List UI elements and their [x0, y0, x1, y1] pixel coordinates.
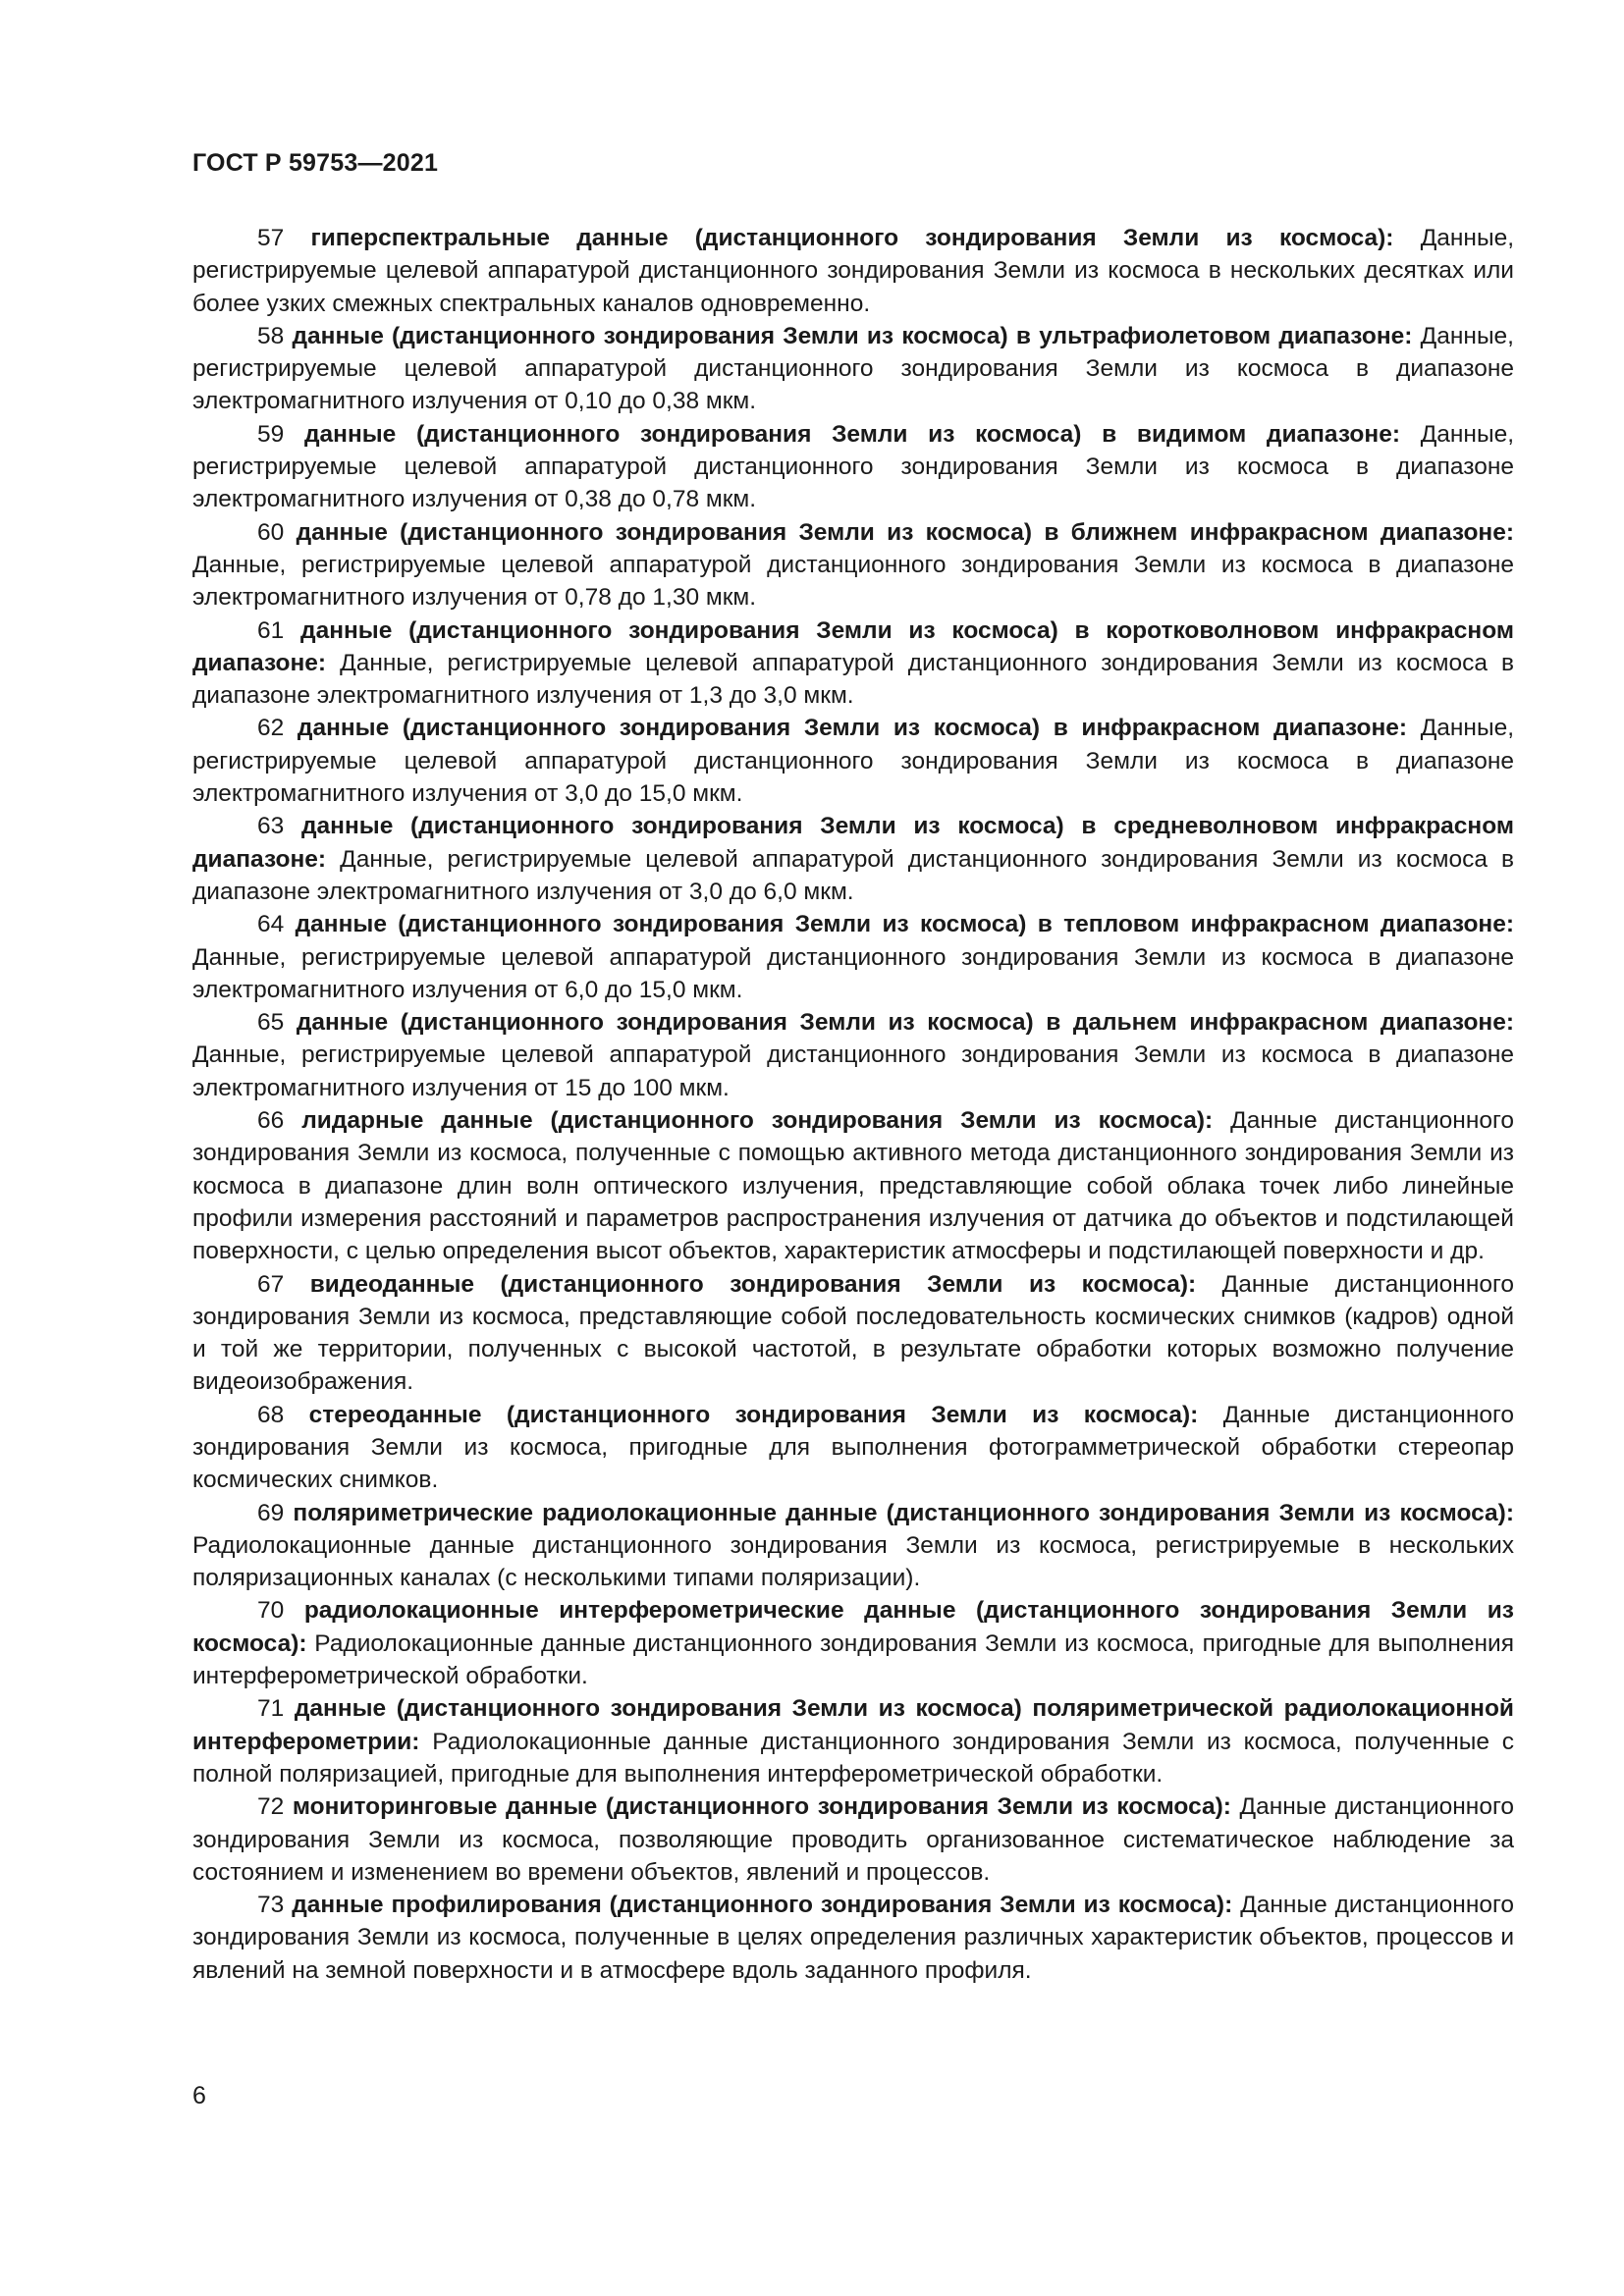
term-entry-58 — [192, 320, 1514, 418]
term-definition: Данные, регистрируемые целевой аппаратурой дистанционного зондирования Земли из космоса в диапазоне электромагнитного излучения от 0,10 до 0,38 мкм. — [192, 322, 1514, 415]
term-name: данные (дистанционного зондирования Земли из космоса) в видимом диапазоне: — [303, 420, 1400, 448]
term-number: 67 — [257, 1270, 285, 1298]
term-entry-59 — [192, 418, 1514, 516]
term-name: стереоданные (дистанционного зондирования Земли из космоса): — [308, 1401, 1199, 1428]
term-name: данные (дистанционного зондирования Земли из космоса) в средневолновом инфракрасном диапазоне: — [192, 813, 1514, 873]
term-name: данные (дистанционного зондирования Земли из космоса) в коротковолновом инфракрасном диапазоне: — [192, 616, 1514, 676]
term-entry-62 — [192, 712, 1514, 810]
term-number: 62 — [257, 715, 285, 742]
term-name: данные (дистанционного зондирования Земли из космоса) в ближнем инфракрасном диапазоне: — [296, 518, 1515, 546]
term-entry-66 — [192, 1104, 1514, 1267]
term-name: гиперспектральные данные (дистанционного зондирования Земли из космоса): — [310, 225, 1394, 251]
term-definition: Данные дистанционного зондирования Земли из космоса, позволяющие проводить организованное систематическое наблюдение за состоянием и изменением во времени объектов, явлений и процессов. — [192, 1793, 1514, 1886]
term-number: 73 — [257, 1892, 285, 1919]
term-name: лидарные данные (дистанционного зондирования Земли из космоса): — [301, 1107, 1214, 1135]
term-number: 72 — [257, 1793, 285, 1821]
term-entry-67 — [192, 1268, 1514, 1399]
term-definition: Данные, регистрируемые целевой аппаратурой дистанционного зондирования Земли из космоса в диапазоне электромагнитного излучения от 0,78 до 1,30 мкм. — [192, 551, 1514, 612]
term-definition: Радиолокационные данные дистанционного зондирования Земли из космоса, полученные с полной поляризацией, пригодные для выполнения интерферометрической обработки. — [192, 1728, 1514, 1788]
term-name: радиолокационные интерферометрические данные (дистанционного зондирования Земли из космоса): — [192, 1597, 1514, 1657]
term-entry-73 — [192, 1889, 1514, 1987]
term-number: 57 — [257, 225, 285, 251]
term-entry-69 — [192, 1497, 1514, 1595]
term-entry-70 — [192, 1594, 1514, 1692]
term-entry-60 — [192, 516, 1514, 614]
term-number: 69 — [257, 1499, 285, 1526]
term-definition: Данные, регистрируемые целевой аппаратурой дистанционного зондирования Земли из космоса в диапазоне электромагнитного излучения от 1,3 до 3,0 мкм. — [192, 649, 1515, 710]
term-entry-65 — [192, 1006, 1514, 1104]
term-name: мониторинговые данные (дистанционного зондирования Земли из космоса): — [292, 1793, 1231, 1821]
term-definition: Данные, регистрируемые целевой аппаратурой дистанционного зондирования Земли из космоса в диапазоне электромагнитного излучения от 0,38 до 0,78 мкм. — [192, 420, 1515, 513]
term-definition: Радиолокационные данные дистанционного зондирования Земли из космоса, регистрируемые в нескольких поляризационных каналах (с несколькими типами поляризации). — [192, 1531, 1514, 1592]
term-entry-63 — [192, 810, 1514, 908]
standard-designation: ГОСТ Р 59753—2021 — [192, 149, 439, 177]
term-definition: Данные, регистрируемые целевой аппаратурой дистанционного зондирования Земли из космоса в нескольких десятках или более узких смежных спектральных каналов одновременно. — [192, 225, 1515, 317]
term-definition: Данные, регистрируемые целевой аппаратурой дистанционного зондирования Земли из космоса в диапазоне электромагнитного излучения от 3,0 до 6,0 мкм. — [192, 845, 1515, 905]
term-number: 66 — [257, 1107, 285, 1135]
term-number: 64 — [257, 911, 285, 938]
term-name: данные (дистанционного зондирования Земли из космоса) в ультрафиолетовом диапазоне: — [292, 322, 1413, 349]
term-name: данные профилирования (дистанционного зондирования Земли из космоса): — [292, 1892, 1233, 1919]
term-number: 58 — [257, 322, 285, 349]
term-number: 59 — [257, 420, 285, 448]
term-name: данные (дистанционного зондирования Земли из космоса) в инфракрасном диапазоне: — [297, 715, 1408, 742]
term-definition: Данные дистанционного зондирования Земли из космоса, полученные в целях определения различных характеристик объектов, процессов и явлений на земной поверхности и в атмосфере вдоль заданного профиля. — [192, 1892, 1515, 1984]
term-number: 70 — [257, 1597, 285, 1625]
term-entry-64 — [192, 908, 1514, 1006]
term-name: данные (дистанционного зондирования Земли из космоса) в тепловом инфракрасном диапазоне: — [295, 911, 1515, 938]
term-definition: Данные, регистрируемые целевой аппаратурой дистанционного зондирования Земли из космоса в диапазоне электромагнитного излучения от 15 до 100 мкм. — [192, 1041, 1514, 1101]
term-name: видеоданные (дистанционного зондирования Земли из космоса): — [309, 1270, 1197, 1298]
terms-list — [192, 222, 1514, 1987]
term-definition: Данные дистанционного зондирования Земли из космоса, полученные с помощью активного метода дистанционного зондирования Земли из космоса в диапазоне длин волн оптического излучения, представляющие собой облака точек либо линейные профили измерения расстояний и параметров распространения излучения от датчика до объектов и подстилающей поверхности, с целью определения высот объектов, характеристик атмосферы и подстилающей поверхности и др. — [192, 1107, 1514, 1265]
term-entry-71 — [192, 1692, 1514, 1790]
term-name: данные (дистанционного зондирования Земли из космоса) поляриметрической радиолокационной интерферометрии: — [192, 1695, 1514, 1755]
term-definition: Данные дистанционного зондирования Земли из космоса, представляющие собой последовательность космических снимков (кадров) одной и той же территории, полученных с высокой частотой, в результате обработки которых возможно получение видеоизображения. — [192, 1270, 1514, 1396]
term-number: 71 — [257, 1695, 285, 1723]
term-entry-68 — [192, 1399, 1514, 1497]
term-name: данные (дистанционного зондирования Земли из космоса) в дальнем инфракрасном диапазоне: — [296, 1009, 1514, 1037]
term-entry-61 — [192, 614, 1514, 713]
term-number: 61 — [257, 616, 285, 644]
term-definition: Радиолокационные данные дистанционного зондирования Земли из космоса, пригодные для выполнения интерферометрической обработки. — [192, 1629, 1514, 1690]
term-name: поляриметрические радиолокационные данные (дистанционного зондирования Земли из космоса): — [293, 1499, 1514, 1526]
term-entry-57 — [192, 222, 1514, 320]
term-number: 68 — [257, 1401, 285, 1428]
term-definition: Данные, регистрируемые целевой аппаратурой дистанционного зондирования Земли из космоса в диапазоне электромагнитного излучения от 6,0 до 15,0 мкм. — [192, 943, 1514, 1003]
term-number: 63 — [257, 813, 285, 840]
term-entry-72 — [192, 1790, 1514, 1889]
term-number: 65 — [257, 1009, 285, 1037]
page-number: 6 — [192, 2082, 206, 2109]
term-number: 60 — [257, 518, 285, 546]
term-definition: Данные дистанционного зондирования Земли из космоса, пригодные для выполнения фотограмметрической обработки стереопар космических снимков. — [192, 1401, 1515, 1494]
term-definition: Данные, регистрируемые целевой аппаратурой дистанционного зондирования Земли из космоса в диапазоне электромагнитного излучения от 3,0 до 15,0 мкм. — [192, 715, 1515, 808]
